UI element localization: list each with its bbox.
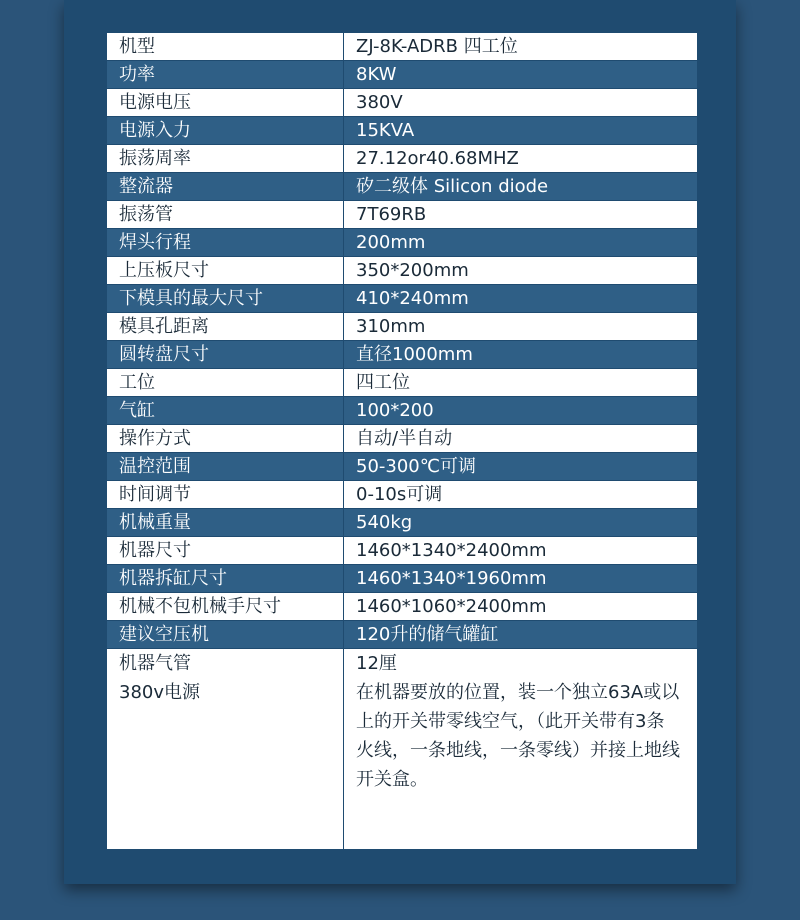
table-row — [107, 89, 698, 117]
row-label: 下模具的最大尺寸 — [107, 285, 344, 313]
spec-table-body — [107, 33, 698, 850]
value-air-pipe: 12厘 — [356, 653, 397, 674]
row-label: 机型 — [107, 33, 344, 61]
row-value: 1460*1060*2400mm — [344, 593, 698, 621]
row-value: 380V — [344, 89, 698, 117]
table-row — [107, 145, 698, 173]
row-label: 整流器 — [107, 173, 344, 201]
table-row — [107, 453, 698, 481]
table-row — [107, 509, 698, 537]
row-label: 操作方式 — [107, 425, 344, 453]
row-value: 1460*1340*2400mm — [344, 537, 698, 565]
row-value: 410*240mm — [344, 285, 698, 313]
row-value: 15KVA — [344, 117, 698, 145]
spec-table — [106, 32, 698, 850]
row-label: 焊头行程 — [107, 229, 344, 257]
table-row — [107, 593, 698, 621]
row-value: 50-300℃可调 — [344, 453, 698, 481]
table-row — [107, 285, 698, 313]
row-label: 振荡管 — [107, 201, 344, 229]
table-row-last — [107, 649, 698, 850]
row-label: 机器拆缸尺寸 — [107, 565, 344, 593]
row-value: ZJ-8K-ADRB 四工位 — [344, 33, 698, 61]
row-label: 工位 — [107, 369, 344, 397]
row-label: 温控范围 — [107, 453, 344, 481]
table-row — [107, 621, 698, 649]
table-row — [107, 481, 698, 509]
row-value: 100*200 — [344, 397, 698, 425]
row-label: 时间调节 — [107, 481, 344, 509]
table-row — [107, 229, 698, 257]
row-value: 0-10s可调 — [344, 481, 698, 509]
row-value-last — [344, 649, 698, 850]
row-value: 120升的储气罐缸 — [344, 621, 698, 649]
label-air-pipe: 机器气管 — [119, 653, 191, 674]
table-row — [107, 397, 698, 425]
table-row — [107, 257, 698, 285]
table-row — [107, 313, 698, 341]
row-value: 1460*1340*1960mm — [344, 565, 698, 593]
row-value: 7T69RB — [344, 201, 698, 229]
row-label: 模具孔距离 — [107, 313, 344, 341]
table-row — [107, 117, 698, 145]
row-label-last — [107, 649, 344, 850]
table-row — [107, 61, 698, 89]
row-label: 机器尺寸 — [107, 537, 344, 565]
table-row — [107, 173, 698, 201]
row-label: 电源电压 — [107, 89, 344, 117]
row-label: 上压板尺寸 — [107, 257, 344, 285]
label-power-380v: 380v电源 — [119, 682, 201, 703]
row-value: 自动/半自动 — [344, 425, 698, 453]
row-value: 350*200mm — [344, 257, 698, 285]
row-value: 8KW — [344, 61, 698, 89]
row-label: 功率 — [107, 61, 344, 89]
row-label: 电源入力 — [107, 117, 344, 145]
row-label: 机械重量 — [107, 509, 344, 537]
row-label: 圆转盘尺寸 — [107, 341, 344, 369]
row-value: 四工位 — [344, 369, 698, 397]
row-value: 27.12or40.68MHZ — [344, 145, 698, 173]
row-label: 建议空压机 — [107, 621, 344, 649]
table-row — [107, 537, 698, 565]
row-value: 矽二级体 Silicon diode — [344, 173, 698, 201]
table-row — [107, 565, 698, 593]
table-row — [107, 33, 698, 61]
row-label: 机械不包机械手尺寸 — [107, 593, 344, 621]
row-value: 310mm — [344, 313, 698, 341]
value-power-note: 在机器要放的位置，装一个独立63A或以上的开关带零线空气，（此开关带有3条火线，一条地线，一条零线）并接上地线开关盒。 — [356, 682, 680, 790]
table-row — [107, 369, 698, 397]
table-row — [107, 201, 698, 229]
table-row — [107, 425, 698, 453]
row-value: 直径1000mm — [344, 341, 698, 369]
row-value: 540kg — [344, 509, 698, 537]
table-row — [107, 341, 698, 369]
row-label: 气缸 — [107, 397, 344, 425]
row-label: 振荡周率 — [107, 145, 344, 173]
row-value: 200mm — [344, 229, 698, 257]
